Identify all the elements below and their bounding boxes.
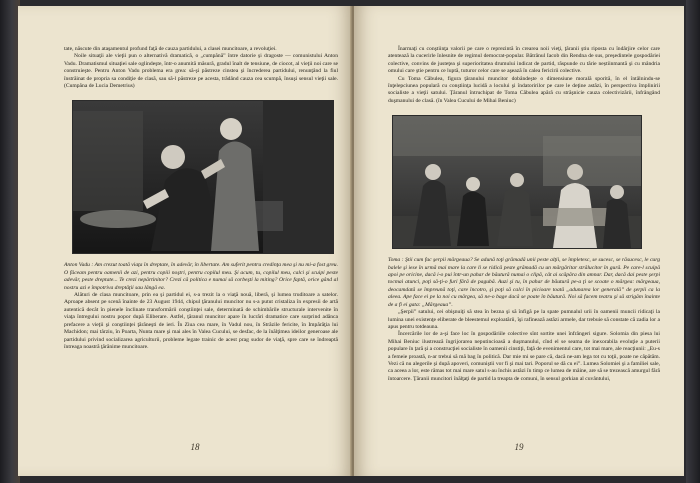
left-page: [18, 6, 352, 476]
left-paragraph-1: tate, născute din ataşamentul profund faţă de cauza partidului, a clasei muncitoare, a revoluţiei.: [64, 46, 277, 52]
stage-photo-two-men: [73, 101, 333, 253]
right-paragraph-2: Cu Toma Căbulea, figura ţăranului muncitor dobândeşte o dimensiune morală sporită, în el întâlnindu-se înţelepciunea populară cu conştiinţa lucidă a locului şi îndatoririlor pe care le deţine astăzi, în perspectiva împlinirii socialiste a vieţii satului. Ţăranul întruchipat de Toma Căbulea apără cu străşnicie cauza colectivizării, înfrângând duşmanului de clasă. (în Valea Cucului de Mihai Beniuc): [388, 75, 660, 104]
left-page-bottom-text: [64, 262, 338, 351]
right-page: [354, 6, 684, 476]
book-cover-left-edge: [0, 0, 20, 483]
stage-photo-group-scene: [393, 116, 641, 248]
right-page-top-text: [388, 46, 660, 105]
left-caption-quote: Anton Vadu : Am crezut toată viaţa în dreptate, în adevăr, în libertate. Am suferit pentru credinţa mea şi nu mi-a fost greu. O făceam pentru oamenii de azi, pentru copiii noştri, pentru copilul meu. Şi acum, tu, copilul meu, calci şi scuipi peste adevăr, peste dreptate... Te crezi nepărtinitor? Crezi că politica e numai să corbeşti la miting? Orice faptă, orice gând al nostru azi e împotriva dreptăţii sau lângă ea.: [64, 262, 338, 291]
right-page-bottom-text: [388, 257, 660, 383]
right-caption-quote: Toma : Ştii cum fac şerpii mărgeaua? Se adună toţi grămadă unii peste alţii, se împletesc, se sucesc, se răsucesc, le curg balele şi iese în urmă mai mare la care li se ridică peste grămadă cu un mărgăritar strălucitor în gură. Pe care-l scuipă apoi pe oricine, dacă i-o pui într-un pahar de băutură numai o clipă, cât ai scăpăra din amnar. Dar, dacă dai peste şerpi tocmai atunci, poţi să-ţi-o furi fără de pagubă. Auzi şi tu, în pahar de băutură pe-a ţi se scoate o mărgea: mărgeaua, deocamdată se împreună toţi, care încotro, şi poţi să calci în picioare toată „adunarea lor generală” de şerpii ca la aleea. Ape face ei pe la noi cu mărgea, să ne-o bage dacă se poate în băutură. Noi să facem teatru şi să strigăm înainte de a fi ei gata: „Mărgeaua”.: [388, 257, 660, 308]
left-page-number: 18: [190, 442, 200, 452]
right-page-number: 19: [514, 442, 524, 452]
book-cover-right-edge: [686, 0, 700, 483]
right-paragraph-1: Înarmaţi cu conştiinţa valorii pe care o reprezintă în crearea noii vieţi, ţăranii ştiu riposta cu îndârjire celor care atentează la cucerirle înlesnite de regimul democrat-popular. Bătrânul Iacob din Rendna de sus, preşedintele gospodăriei colective, convins de justeţea şi superioritatea drumului indicat de partid, răspunde cu tărie neștiinmantă şi cu mândria omului care ştie pentru ce luptă, tuturor celor care se aşează în calea fericirii colective.: [388, 46, 660, 75]
left-body-paragraph: Alături de clasa muncitoare, prin ea şi partidul ei, s-a trezit la o viaţă nouă, liberă, şi lumea truditoare a satelor. Aproape absent pe scenă înainte de 23 August 1944, chipul ţăranului muncitor nu s-a putut cristaliza în expresii de artă autentică decât în pienele înclinate transformării conştiinţei sale, determinată de schimbările structurale intervenite în viaţa întregului nostru popor după Eliberare. Astfel, ţăranul muncitor apare în lucrări dramatice care surprind adânca prefacere a vieţii şi conştiinţei ţărăneşti de ieri. În Ziua cea mare, în Vadul nou, în Străzile fericite, în Impărăţia lui Machidon; mai târziu, în Poarta, Nunta mare şi mai ales în Valea Cucului, se desfac, de la înălţimea ideilor generoase ale partidului privind socializarea agriculturii, probleme legate trainic de acest prag sudor de viaţă, spre care se îndreaptă întreaga noastră ţărănime muncitoare.: [64, 292, 338, 350]
left-page-top-text: [64, 46, 338, 90]
right-body-paragraph-2: Încercările lor de a-şi face loc în gospodăriile colective sînt sortite unei înfrângeri sigure. Solomia din piesa lui Mihai Beniuc ilustrează îngrijorarea neputincioasă a duşmanului, cînd el se seama de inexorabila evoluţie a puterii populare în ţară şi a construcţiei socialiste în oamenii cinstiţi, faţă de evenimentul care, tot mai mare, ale reacţiunii: „Eu-s a femeie proastă, n-ar trebui să mă bag în politică. Dar mie mi se pare că, dacă ne-am lega tot cu toţii, poate ne căpătăm. Vezi că nu alegerile şi după apoveri, comuniştii vor fi şi mai tari. Poporul se dă cu ei”. Lumea Solomiei şi a familiei sale, ca aceea a lor, este rămas tot mai mare satul s-au închis astăzi în timp ce lumea de mâine, are să se trezească amurgul fără întoarcere. Ţăranii muncitori înălţaţi de partid la treapta de comuni, în sensul gorkian al cuvântului,: [388, 331, 660, 382]
right-stage-photo: [392, 115, 642, 249]
left-stage-photo: [72, 100, 334, 254]
right-body-paragraph-1: „Şerpii” satului, cei obişnuiţi să stea în bezna şi să înfigă pe la spate pumnalul urii în oamenii muncii ridicaţi la lumina unei existenţe eliberate de bleestemul exploatării, îşi rafinează astăzi armele, dar trebuie să constate că zadia lor a apus pentru totdeauna.: [388, 309, 660, 330]
left-paragraph-2: Noile situaţii ale vieţii pun o alternativă dramatică, o „cumpănă” între datorie şi dragoste — comunistului Anton Vadu. Dramatismul situaţiei sale oglindeşte, într-o anumită măsură, gradul înalt de tensiune, de ciocot, al vieţii noi care se construieşte. Pentru Anton Vadu problema era grea: să-şi păstreze cinstea şi încrederea partidului, renunţând la fiul înstrăinat de propria sa condiţie de clasă, sau să-l păstreze pe acesta, trădând cauza cea scumpă, însuşi sensul vieţii sale. (Cumpăna de Lucia Demetrius): [64, 53, 338, 90]
